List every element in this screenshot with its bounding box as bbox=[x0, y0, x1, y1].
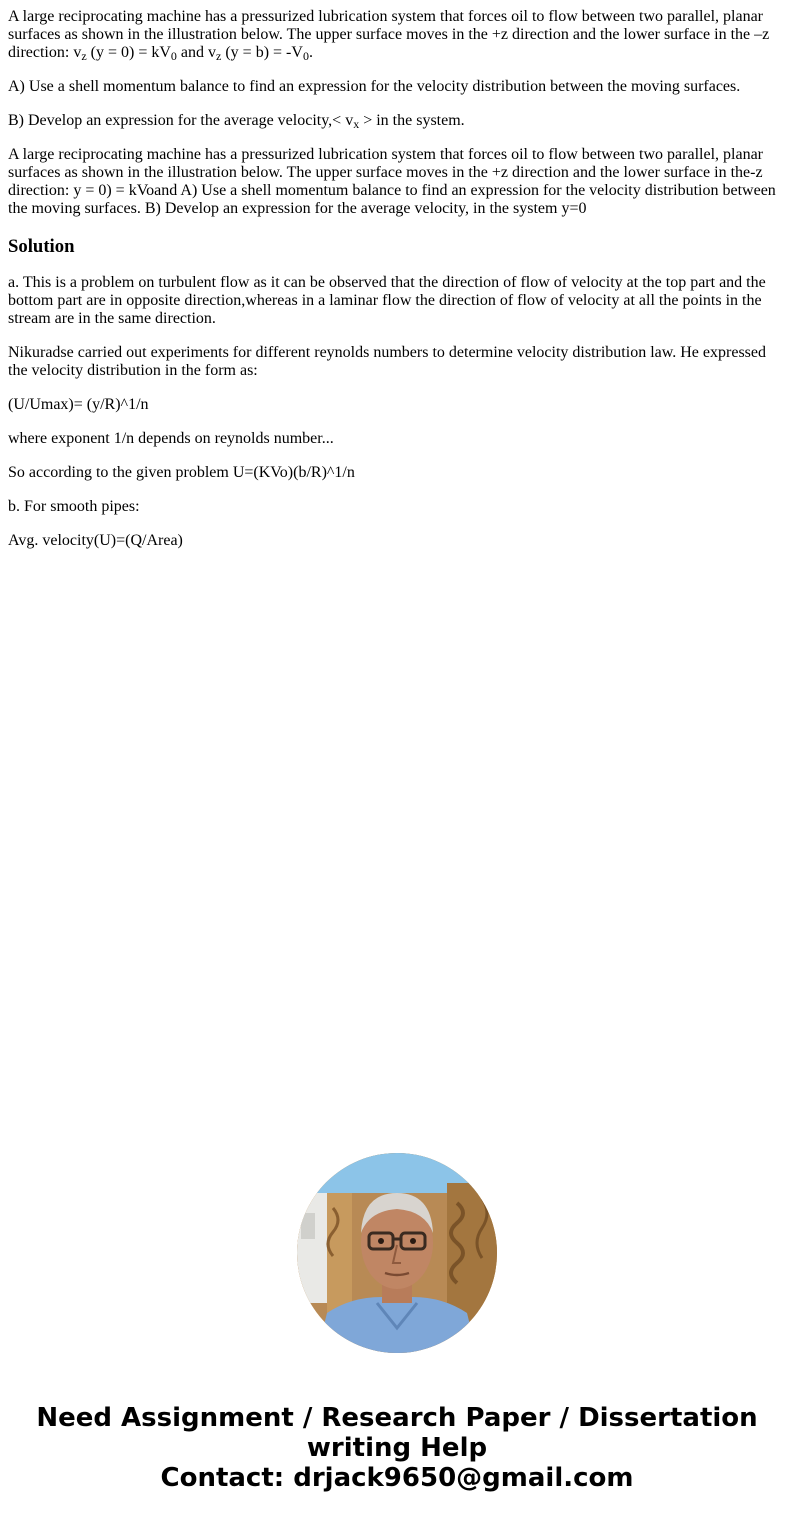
intro-text-2: (y = 0) = kV bbox=[86, 44, 171, 61]
tutor-avatar bbox=[297, 1153, 497, 1353]
footer-line-1: Need Assignment / Research Paper / Dissertation bbox=[36, 1403, 758, 1433]
intro-text-3: and v bbox=[176, 44, 217, 61]
tutor-photo-icon bbox=[297, 1153, 497, 1353]
subscript-0-1: 0 bbox=[170, 49, 177, 63]
solution-paragraph: where exponent 1/n depends on reynolds number... bbox=[8, 430, 334, 447]
part-b-text-2: > in the system. bbox=[359, 112, 465, 129]
document-body bbox=[8, 8, 786, 566]
intro-text-4: (y = b) = -V bbox=[221, 44, 303, 61]
solution-paragraph: Nikuradse carried out experiments for different reynolds numbers to determine velocity distribution law. He expressed the velocity distribution in the form as: bbox=[8, 344, 766, 379]
subscript-z-2: z bbox=[216, 49, 222, 63]
footer-line-2: writing Help bbox=[306, 1433, 488, 1463]
contact-footer bbox=[0, 1403, 794, 1493]
question-part-a: A) Use a shell momentum balance to find an expression for the velocity distribution between the moving surfaces. bbox=[8, 78, 741, 95]
subscript-x: x bbox=[353, 117, 360, 131]
solution-paragraph: a. This is a problem on turbulent flow as it can be observed that the direction of flow of velocity at the top part and the bottom part are in opposite direction,whereas in a laminar flow the direction of flow of velocity at all the points in the stream are in the same direction. bbox=[8, 274, 766, 327]
question-part-b bbox=[8, 112, 786, 130]
subscript-z-1: z bbox=[81, 49, 87, 63]
subscript-0-2: 0 bbox=[302, 49, 309, 63]
solution-heading: Solution bbox=[8, 236, 75, 257]
solution-paragraph: Avg. velocity(U)=(Q/Area) bbox=[8, 532, 183, 549]
solution-paragraph: b. For smooth pipes: bbox=[8, 498, 140, 515]
solution-paragraph: (U/Umax)= (y/R)^1/n bbox=[8, 396, 149, 413]
intro-text-1: A large reciprocating machine has a pressurized lubrication system that forces oil to flow between two parallel, planar surfaces as shown in the illustration below. The upper surface moves in the +z direction and the lower surface in the –z direction: v bbox=[8, 8, 770, 61]
footer-contact-email: Contact: drjack9650@gmail.com bbox=[160, 1463, 634, 1493]
part-b-text-1: B) Develop an expression for the average velocity,< v bbox=[8, 112, 354, 129]
question-intro bbox=[8, 8, 786, 62]
intro-text-5: . bbox=[308, 44, 313, 61]
question-repeat: A large reciprocating machine has a pressurized lubrication system that forces oil to flow between two parallel, planar surfaces as shown in the illustration below. The upper surface moves in the +z direction and the lower surface in the-z direction: y = 0) = kVoand A) Use a shell momentum balance to find an expression for the velocity distribution between the moving surfaces. B) Develop an expression for the average velocity, in the system y=0 bbox=[8, 146, 776, 217]
solution-paragraph: So according to the given problem U=(KVo)(b/R)^1/n bbox=[8, 464, 355, 481]
